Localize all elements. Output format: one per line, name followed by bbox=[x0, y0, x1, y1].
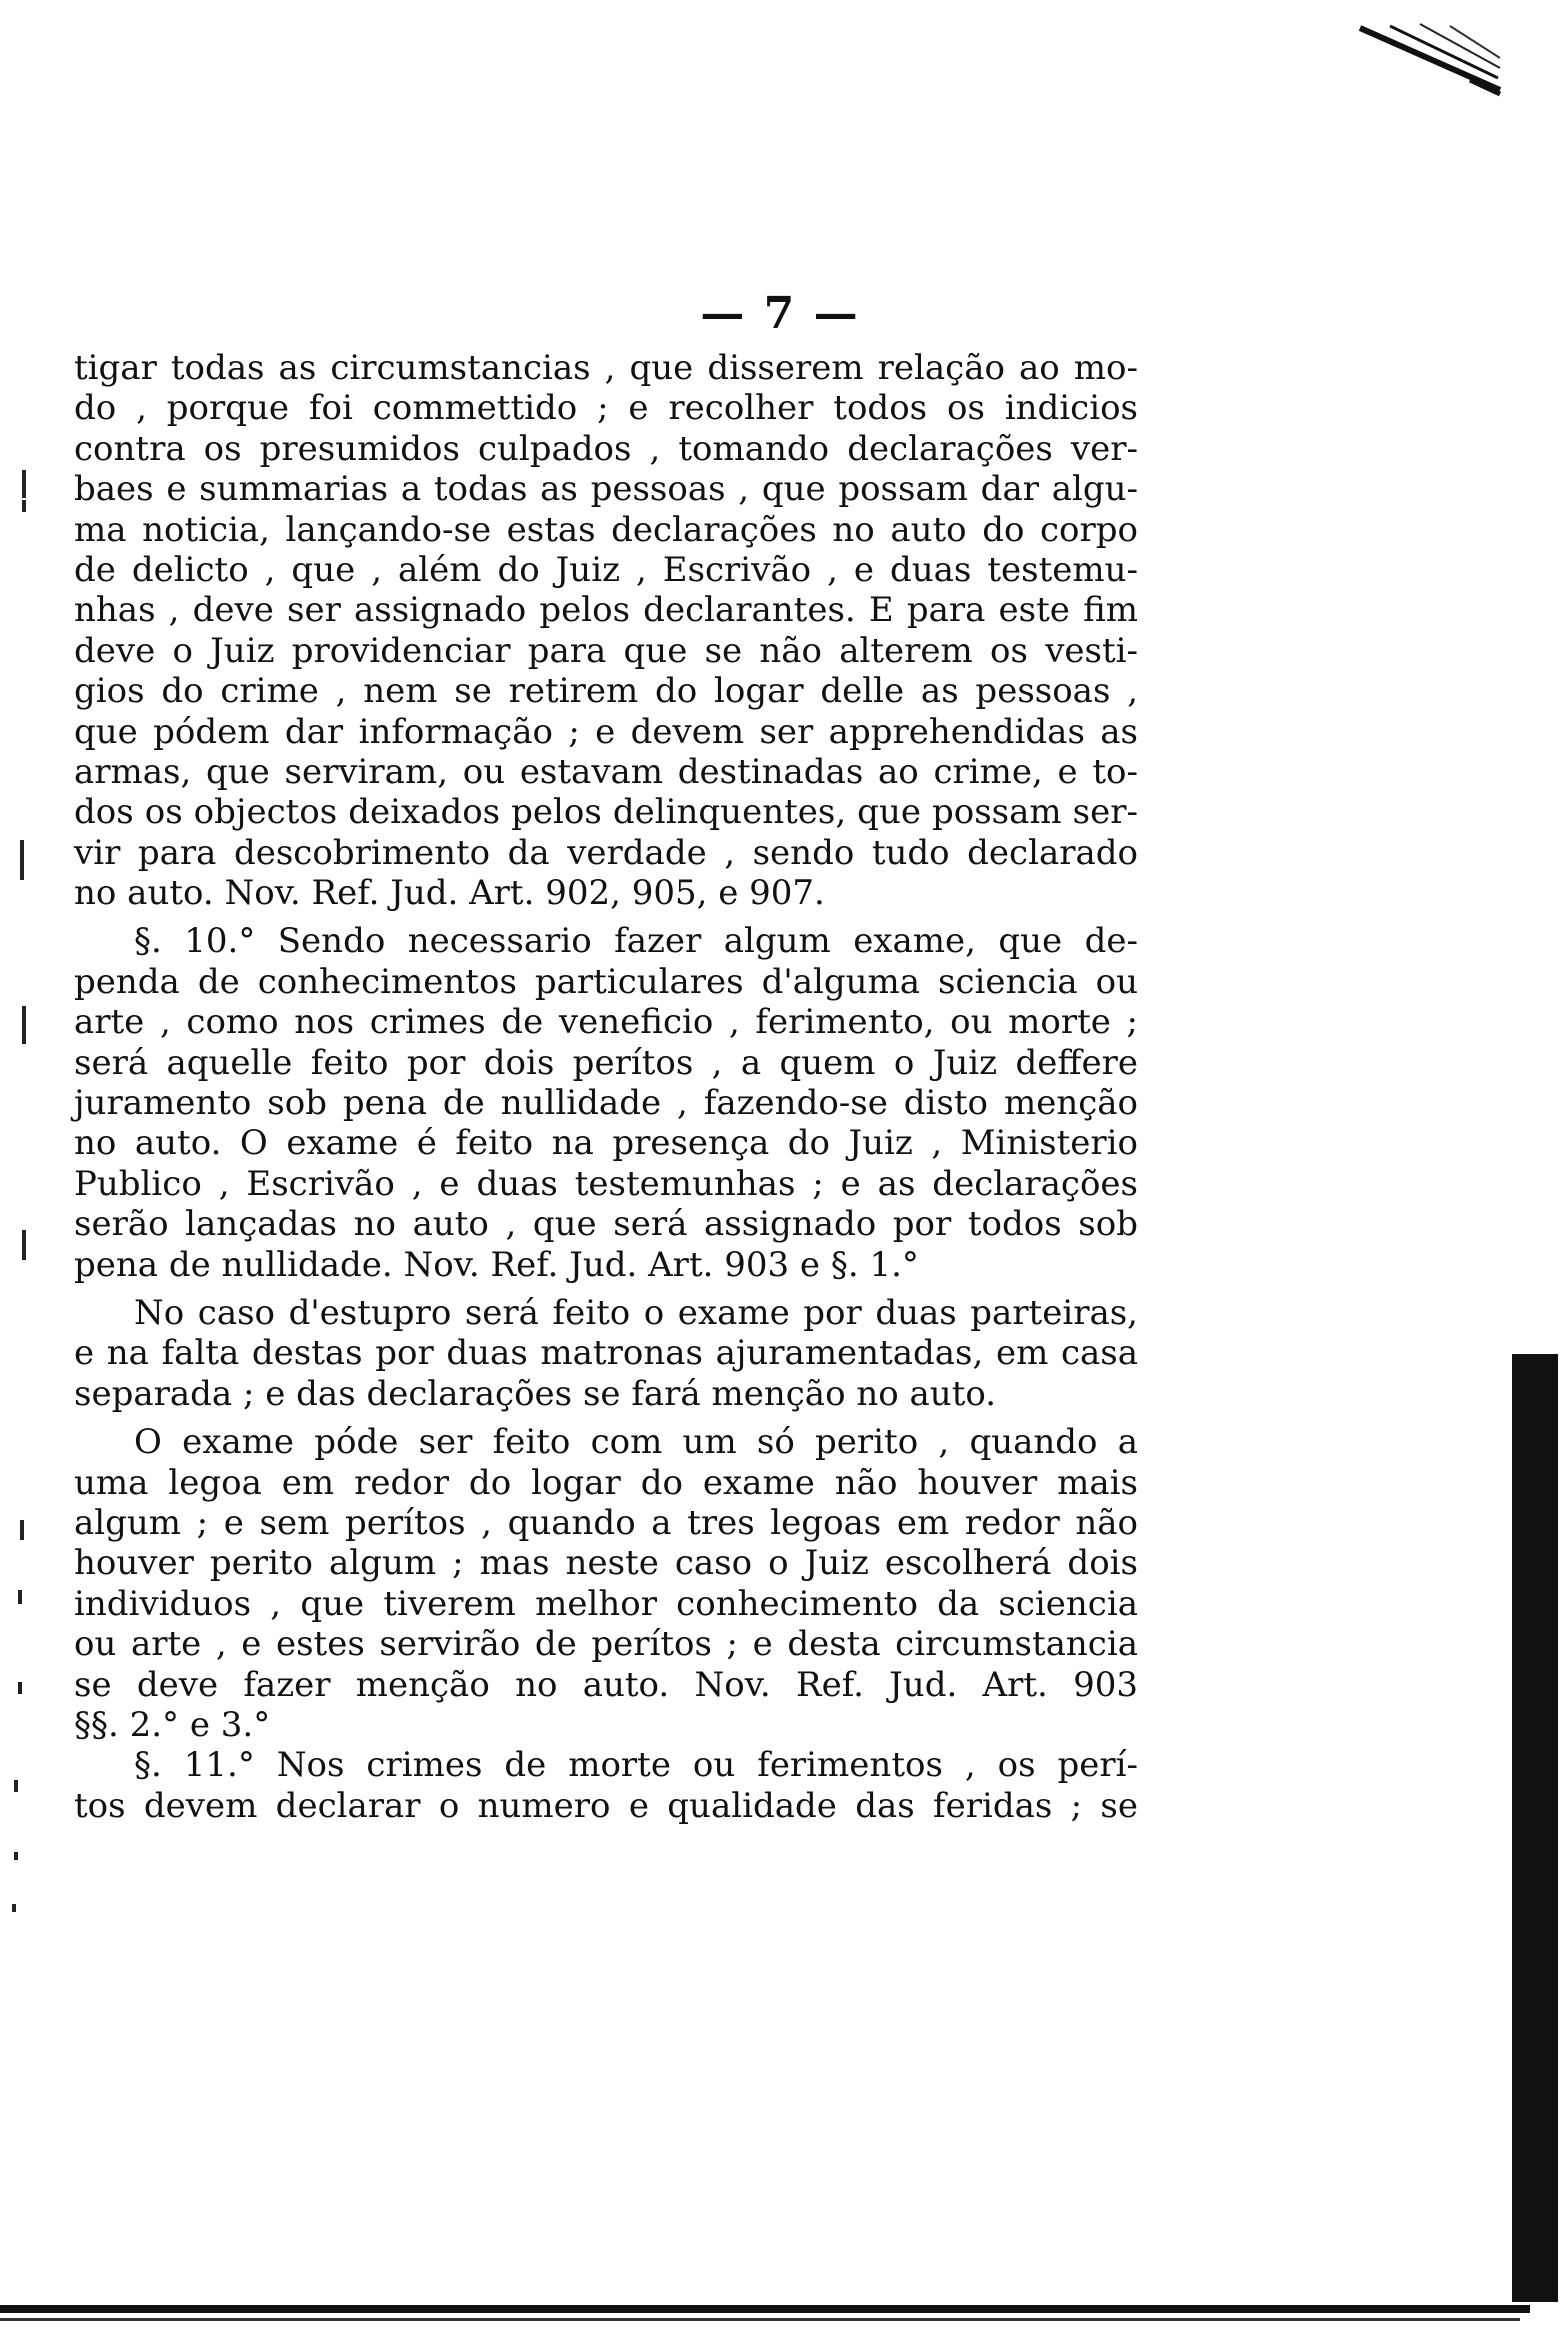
text-line: de delicto , que , além do Juiz , Escrivão , e duas testemu- bbox=[74, 549, 1138, 590]
margin-speck bbox=[14, 1780, 18, 1792]
text-line: uma legoa em redor do logar do exame não houver mais bbox=[74, 1462, 1138, 1503]
text-line: se deve fazer menção no auto. Nov. Ref. Jud. Art. 903 bbox=[74, 1664, 1138, 1705]
text-line: O exame póde ser feito com um só perito , quando a bbox=[134, 1422, 1138, 1463]
margin-speck bbox=[22, 500, 26, 512]
text-line: pena de nullidade. Nov. Ref. Jud. Art. 903 e §. 1.° bbox=[74, 1244, 919, 1285]
margin-speck bbox=[20, 840, 24, 880]
corner-hatch-mark bbox=[1350, 20, 1510, 100]
text-line: dos os objectos deixados pelos delinquentes, que possam ser- bbox=[74, 792, 1138, 833]
text-line: ma noticia, lançando-se estas declarações no auto do corpo bbox=[74, 509, 1138, 550]
text-line: separada ; e das declarações se fará menção no auto. bbox=[74, 1373, 997, 1414]
text-line: houver perito algum ; mas neste caso o Juiz escolherá dois bbox=[74, 1543, 1138, 1584]
text-line: algum ; e sem perítos , quando a tres legoas em redor não bbox=[74, 1502, 1138, 1543]
text-line: que pódem dar informação ; e devem ser apprehendidas as bbox=[74, 711, 1138, 752]
text-line: do , porque foi commettido ; e recolher todos os indicios bbox=[74, 388, 1138, 429]
margin-speck bbox=[22, 1230, 26, 1260]
text-line: tos devem declarar o numero e qualidade das feridas ; se bbox=[74, 1785, 1138, 1826]
margin-speck bbox=[14, 1852, 18, 1860]
text-line: nhas , deve ser assignado pelos declarantes. E para este fim bbox=[74, 590, 1138, 631]
text-line: juramento sob pena de nullidade , fazendo-se disto menção bbox=[74, 1083, 1138, 1124]
text-line: Publico , Escrivão , e duas testemunhas ; e as declarações bbox=[74, 1163, 1138, 1204]
margin-speck bbox=[22, 470, 26, 498]
margin-speck bbox=[22, 1006, 26, 1044]
text-line: serão lançadas no auto , que será assignado por todos sob bbox=[74, 1204, 1138, 1245]
text-line: contra os presumidos culpados , tomando declarações ver- bbox=[74, 428, 1138, 469]
text-line: individuos , que tiverem melhor conhecimento da sciencia bbox=[74, 1583, 1138, 1624]
bottom-rule-thin bbox=[0, 2318, 1520, 2321]
text-line: arte , como nos crimes de veneficio , ferimento, ou morte ; bbox=[74, 1002, 1138, 1043]
text-line: armas, que serviram, ou estavam destinadas ao crime, e to- bbox=[74, 751, 1138, 792]
body-text bbox=[74, 348, 1138, 1826]
text-line: no auto. Nov. Ref. Jud. Art. 902, 905, e 907. bbox=[74, 873, 825, 914]
margin-speck bbox=[18, 1682, 22, 1694]
text-line: §§. 2.° e 3.° bbox=[74, 1704, 271, 1745]
text-line: penda de conhecimentos particulares d'alguma sciencia ou bbox=[74, 961, 1138, 1002]
text-line: ou arte , e estes servirão de perítos ; e desta circumstancia bbox=[74, 1624, 1138, 1665]
section-10-heading-line: §. 10.° Sendo necessario fazer algum exame, que de- bbox=[134, 921, 1138, 962]
margin-speck bbox=[12, 1904, 16, 1912]
margin-speck bbox=[18, 1590, 22, 1604]
text-line: tigar todas as circumstancias , que disserem relação ao mo- bbox=[74, 348, 1138, 388]
text-line: no auto. O exame é feito na presença do Juiz , Ministerio bbox=[74, 1123, 1138, 1164]
text-line: será aquelle feito por dois perítos , a quem o Juiz deffere bbox=[74, 1042, 1138, 1083]
text-line: No caso d'estupro será feito o exame por duas parteiras, bbox=[134, 1292, 1138, 1333]
bottom-rule bbox=[0, 2305, 1530, 2313]
text-line: gios do crime , nem se retirem do logar delle as pessoas , bbox=[74, 671, 1138, 712]
text-line: vir para descobrimento da verdade , sendo tudo declarado bbox=[74, 832, 1138, 873]
text-line: e na falta destas por duas matronas ajuramentadas, em casa bbox=[74, 1333, 1138, 1374]
page-number: — 7 — bbox=[700, 288, 860, 339]
page-edge-shadow bbox=[1512, 1354, 1558, 2302]
text-line: deve o Juiz providenciar para que se não alterem os vesti- bbox=[74, 630, 1138, 671]
text-line: baes e summarias a todas as pessoas , que possam dar algu- bbox=[74, 469, 1138, 510]
margin-speck bbox=[20, 1520, 24, 1540]
section-11-heading-line: §. 11.° Nos crimes de morte ou ferimentos , os perí- bbox=[134, 1745, 1138, 1786]
